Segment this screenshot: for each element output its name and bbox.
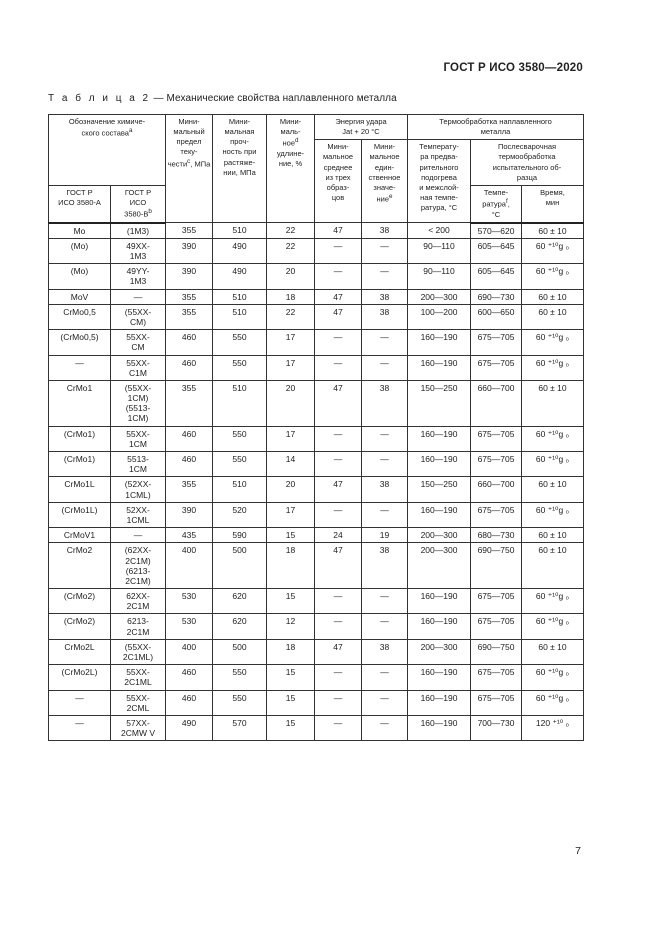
cell-yield-strength: 460 [166,330,213,355]
cell-tensile-strength: 490 [213,238,267,263]
cell-gost-a: (Mo) [49,238,111,263]
cell-pwht-time: 60 ⁺¹⁰g ₀ [522,264,584,289]
cell-gost-b: 49YY- 1M3 [111,264,166,289]
cell-pwht-time: 60 ± 10 [522,223,584,239]
cell-tensile-strength: 510 [213,380,267,426]
cell-tensile-strength: 520 [213,502,267,527]
cell-gost-b: 6213- 2C1M [111,614,166,639]
cell-gost-b: (62XX- 2C1M) (6213- 2C1M) [111,543,166,589]
cell-pwht-temperature: 675—705 [471,355,522,380]
cell-gost-b: — [111,528,166,543]
cell-impact-average: — [315,614,362,639]
cell-impact-average: — [315,502,362,527]
cell-tensile-strength: 550 [213,355,267,380]
cell-pwht-time: 60 ⁺¹⁰g ₀ [522,452,584,477]
cell-pwht-time: 60 ⁺¹⁰g ₀ [522,355,584,380]
cell-impact-single: — [362,690,408,715]
cell-impact-single: — [362,355,408,380]
cell-gost-a: (CrMo2) [49,614,111,639]
cell-impact-average: 24 [315,528,362,543]
cell-yield-strength: 530 [166,589,213,614]
table-row [49,614,584,639]
cell-yield-strength: 460 [166,690,213,715]
cell-preheat: 160—190 [408,452,471,477]
cell-pwht-time: 60 ± 10 [522,543,584,589]
cell-yield-strength: 435 [166,528,213,543]
cell-impact-average: 47 [315,380,362,426]
cell-elongation: 17 [267,426,315,451]
cell-elongation: 15 [267,589,315,614]
cell-pwht-temperature: 660—700 [471,380,522,426]
table-row [49,426,584,451]
cell-impact-average: 47 [315,543,362,589]
cell-tensile-strength: 550 [213,690,267,715]
cell-yield-strength: 460 [166,426,213,451]
cell-yield-strength: 400 [166,543,213,589]
cell-yield-strength: 355 [166,223,213,239]
cell-impact-average: — [315,690,362,715]
cell-pwht-temperature: 675—705 [471,426,522,451]
cell-gost-a: — [49,355,111,380]
cell-tensile-strength: 500 [213,543,267,589]
cell-gost-a: (CrMo1L) [49,502,111,527]
cell-impact-average: — [315,238,362,263]
table-row [49,452,584,477]
cell-impact-single: 38 [362,477,408,502]
cell-tensile-strength: 510 [213,477,267,502]
header-tensile-strength: Мини- мальная проч- ность при растяже- нии, МПа [213,115,267,223]
table-row [49,589,584,614]
cell-gost-b: 62XX- 2C1M [111,589,166,614]
cell-gost-b: 49XX- 1M3 [111,238,166,263]
cell-gost-a: (CrMo2L) [49,665,111,690]
cell-elongation: 20 [267,264,315,289]
cell-yield-strength: 530 [166,614,213,639]
header-gost-a: ГОСТ Р ИСО 3580-А [49,185,111,222]
cell-pwht-time: 60 ⁺¹⁰g ₀ [522,330,584,355]
cell-pwht-time: 60 ⁺¹⁰g ₀ [522,690,584,715]
cell-elongation: 15 [267,690,315,715]
cell-gost-b: (1M3) [111,223,166,239]
cell-yield-strength: 390 [166,502,213,527]
cell-impact-single: — [362,330,408,355]
cell-pwht-temperature: 605—645 [471,264,522,289]
cell-yield-strength: 355 [166,289,213,304]
table-caption [48,93,397,104]
header-preheat-temperature: Температу- ра предва- рительного подогрева и межслой- ная темпе- ратура, °С [408,140,471,223]
cell-pwht-time: 60 ± 10 [522,477,584,502]
cell-gost-a: (CrMo1) [49,452,111,477]
cell-pwht-time: 60 ⁺¹⁰g ₀ [522,665,584,690]
cell-pwht-time: 60 ± 10 [522,304,584,329]
cell-pwht-temperature: 675—705 [471,614,522,639]
cell-tensile-strength: 590 [213,528,267,543]
cell-gost-a: (Mo) [49,264,111,289]
cell-pwht-temperature: 600—650 [471,304,522,329]
cell-yield-strength: 390 [166,264,213,289]
cell-preheat: 100—200 [408,304,471,329]
cell-preheat: 160—190 [408,614,471,639]
cell-pwht-time: 60 ⁺¹⁰g ₀ [522,238,584,263]
cell-elongation: 15 [267,715,315,740]
cell-gost-a: CrMo2 [49,543,111,589]
cell-preheat: 200—300 [408,289,471,304]
table-row [49,528,584,543]
cell-impact-single: — [362,426,408,451]
cell-gost-b: 55XX- CM [111,330,166,355]
cell-preheat: 160—190 [408,502,471,527]
header-impact-energy: Энергия удара Jаt + 20 °С [315,115,408,140]
cell-gost-b: (55XX- CM) [111,304,166,329]
cell-impact-average: 47 [315,304,362,329]
cell-elongation: 18 [267,289,315,304]
header-gost-b: ГОСТ Р ИСО $3580-В^b$ [111,185,166,222]
table-caption-text: — Механические свойства наплавленного металла [150,93,397,104]
cell-elongation: 20 [267,380,315,426]
cell-preheat: 200—300 [408,543,471,589]
header-post-weld-heat-treatment: Послесварочная термообработка испытательного об- разца [471,140,584,186]
header-impact-min-average: Мини- мальное среднее из трех образ- цов [315,140,362,223]
cell-preheat: 200—300 [408,639,471,664]
cell-pwht-temperature: 675—705 [471,589,522,614]
cell-pwht-temperature: 675—705 [471,665,522,690]
cell-tensile-strength: 510 [213,289,267,304]
mechanical-properties-table [48,114,584,741]
cell-gost-b: 55XX- 2C1ML [111,665,166,690]
table-row [49,477,584,502]
cell-gost-a: CrMoV1 [49,528,111,543]
header-designation: Обозначение химиче- ского состава$^a$ [49,115,166,186]
cell-impact-average: 47 [315,477,362,502]
cell-impact-single: 38 [362,304,408,329]
cell-pwht-time: 60 ⁺¹⁰g ₀ [522,426,584,451]
cell-impact-average: — [315,665,362,690]
cell-preheat: 90—110 [408,238,471,263]
cell-gost-b: — [111,289,166,304]
cell-yield-strength: 355 [166,380,213,426]
cell-tensile-strength: 500 [213,639,267,664]
cell-impact-average: — [315,264,362,289]
cell-impact-single: — [362,502,408,527]
cell-pwht-temperature: 690—750 [471,543,522,589]
cell-preheat: < 200 [408,223,471,239]
cell-preheat: 90—110 [408,264,471,289]
cell-yield-strength: 355 [166,304,213,329]
cell-impact-average: — [315,452,362,477]
cell-elongation: 14 [267,452,315,477]
cell-impact-single: 19 [362,528,408,543]
cell-pwht-time: 60 ± 10 [522,528,584,543]
cell-preheat: 160—190 [408,690,471,715]
table-row [49,238,584,263]
cell-impact-single: 38 [362,639,408,664]
cell-impact-average: — [315,330,362,355]
cell-yield-strength: 460 [166,355,213,380]
cell-tensile-strength: 550 [213,665,267,690]
cell-preheat: 160—190 [408,355,471,380]
table-row [49,264,584,289]
cell-yield-strength: 390 [166,238,213,263]
cell-gost-b: 55XX- 2CML [111,690,166,715]
cell-tensile-strength: 490 [213,264,267,289]
cell-impact-single: 38 [362,289,408,304]
cell-impact-average: 47 [315,639,362,664]
cell-pwht-temperature: 675—705 [471,690,522,715]
header-yield-strength: Мини- мальный предел теку- чести$^c$, МПа [166,115,213,223]
cell-preheat: 160—190 [408,589,471,614]
table-row [49,304,584,329]
cell-impact-single: — [362,452,408,477]
table-row [49,690,584,715]
cell-pwht-time: 60 ± 10 [522,380,584,426]
cell-tensile-strength: 550 [213,330,267,355]
cell-tensile-strength: 570 [213,715,267,740]
cell-preheat: 200—300 [408,528,471,543]
cell-pwht-temperature: 570—620 [471,223,522,239]
cell-gost-b: 55XX- 1CM [111,426,166,451]
cell-tensile-strength: 510 [213,304,267,329]
cell-pwht-temperature: 690—750 [471,639,522,664]
cell-pwht-time: 60 ⁺¹⁰g ₀ [522,502,584,527]
cell-pwht-time: 120 ⁺¹⁰ ₀ [522,715,584,740]
cell-elongation: 15 [267,528,315,543]
cell-impact-average: — [315,355,362,380]
cell-impact-single: — [362,238,408,263]
cell-yield-strength: 400 [166,639,213,664]
cell-tensile-strength: 550 [213,426,267,451]
cell-pwht-temperature: 675—705 [471,502,522,527]
cell-gost-b: 5513- 1CM [111,452,166,477]
cell-tensile-strength: 620 [213,589,267,614]
table-row [49,639,584,664]
cell-impact-single: — [362,665,408,690]
cell-impact-average: — [315,426,362,451]
header-impact-min-single: Мини- мальное един- ственное значе- ние$^e$ [362,140,408,223]
cell-pwht-time: 60 ⁺¹⁰g ₀ [522,589,584,614]
cell-impact-average: — [315,715,362,740]
cell-gost-a: (CrMo1) [49,426,111,451]
cell-impact-single: — [362,614,408,639]
cell-gost-a: CrMo2L [49,639,111,664]
table-row [49,715,584,740]
cell-pwht-temperature: 605—645 [471,238,522,263]
cell-gost-a: Mo [49,223,111,239]
cell-gost-a: CrMo1L [49,477,111,502]
cell-elongation: 22 [267,238,315,263]
table-row [49,330,584,355]
cell-elongation: 15 [267,665,315,690]
cell-gost-b: (52XX- 1CML) [111,477,166,502]
table-row [49,223,584,239]
cell-impact-average: 47 [315,289,362,304]
cell-elongation: 17 [267,330,315,355]
table-row [49,502,584,527]
cell-tensile-strength: 550 [213,452,267,477]
table-row [49,289,584,304]
cell-elongation: 22 [267,304,315,329]
cell-gost-a: CrMo1 [49,380,111,426]
header-pwht-time: Время, мин [522,185,584,222]
cell-pwht-time: 60 ± 10 [522,639,584,664]
document-standard-title: ГОСТ Р ИСО 3580—2020 [443,62,583,74]
header-heat-treatment: Термообработка наплавленного металла [408,115,584,140]
cell-gost-b: (55XX- 1CM) (5513- 1CM) [111,380,166,426]
cell-elongation: 12 [267,614,315,639]
cell-preheat: 160—190 [408,715,471,740]
cell-yield-strength: 460 [166,452,213,477]
cell-impact-single: 38 [362,223,408,239]
cell-yield-strength: 460 [166,665,213,690]
cell-gost-a: — [49,715,111,740]
cell-gost-b: (55XX- 2C1ML) [111,639,166,664]
cell-preheat: 150—250 [408,477,471,502]
cell-pwht-temperature: 675—705 [471,330,522,355]
table-row [49,543,584,589]
cell-elongation: 18 [267,543,315,589]
cell-gost-b: 55XX- C1M [111,355,166,380]
cell-impact-single: — [362,589,408,614]
cell-pwht-temperature: 690—730 [471,289,522,304]
cell-elongation: 17 [267,355,315,380]
header-elongation: Мини- маль- ное$^d$ удлине- ние, % [267,115,315,223]
cell-pwht-temperature: 680—730 [471,528,522,543]
cell-pwht-temperature: 660—700 [471,477,522,502]
table-row [49,355,584,380]
cell-gost-a: (CrMo0,5) [49,330,111,355]
cell-tensile-strength: 620 [213,614,267,639]
cell-gost-a: (CrMo2) [49,589,111,614]
cell-gost-b: 52XX- 1CML [111,502,166,527]
cell-impact-single: — [362,264,408,289]
cell-pwht-temperature: 675—705 [471,452,522,477]
cell-preheat: 160—190 [408,426,471,451]
table-caption-label: Т а б л и ц а 2 [48,93,151,104]
cell-preheat: 160—190 [408,665,471,690]
cell-pwht-temperature: 700—730 [471,715,522,740]
cell-elongation: 18 [267,639,315,664]
cell-gost-a: — [49,690,111,715]
table-body [49,223,584,741]
table-row [49,380,584,426]
cell-tensile-strength: 510 [213,223,267,239]
cell-preheat: 160—190 [408,330,471,355]
cell-elongation: 17 [267,502,315,527]
page-number: 7 [575,845,581,857]
table-row [49,665,584,690]
cell-pwht-time: 60 ± 10 [522,289,584,304]
cell-impact-single: 38 [362,543,408,589]
cell-pwht-time: 60 ⁺¹⁰g ₀ [522,614,584,639]
cell-yield-strength: 490 [166,715,213,740]
cell-impact-single: 38 [362,380,408,426]
header-pwht-temperature: Темпе- ратура$^f$, °С [471,185,522,222]
cell-elongation: 20 [267,477,315,502]
cell-gost-b: 57XX- 2CMW V [111,715,166,740]
cell-elongation: 22 [267,223,315,239]
cell-preheat: 150—250 [408,380,471,426]
cell-gost-a: MoV [49,289,111,304]
cell-gost-a: CrMo0,5 [49,304,111,329]
cell-impact-single: — [362,715,408,740]
cell-impact-average: — [315,589,362,614]
cell-impact-average: 47 [315,223,362,239]
cell-yield-strength: 355 [166,477,213,502]
